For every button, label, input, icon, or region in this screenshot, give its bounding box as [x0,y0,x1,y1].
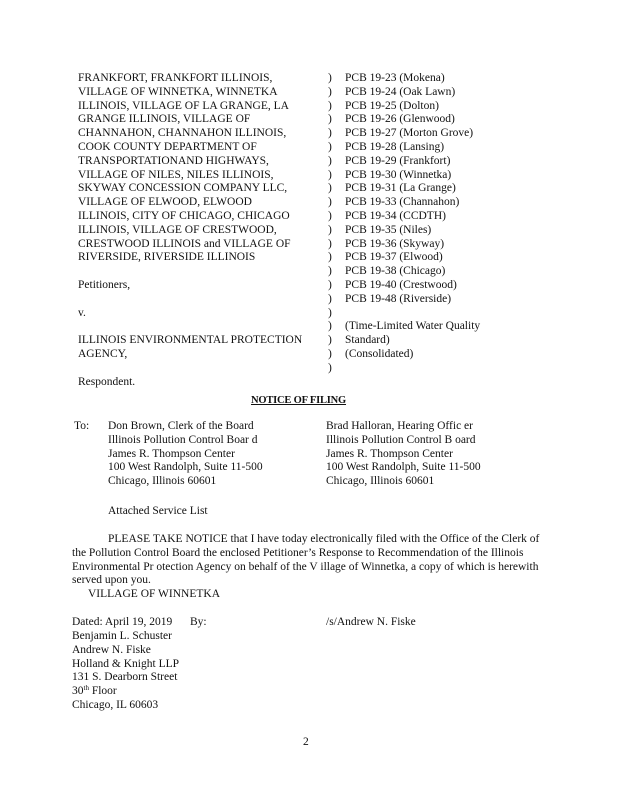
to-label: To: [74,420,90,432]
floor-suffix: th [83,684,89,693]
versus-label: v. [78,306,86,319]
address-line: Illinois Pollution Control B oard [326,433,476,446]
caption-line: CRESTWOOD ILLINOIS and VILLAGE OF [78,237,291,250]
paren: ) [328,99,332,112]
paren: ) [328,292,332,305]
paren: ) [328,113,332,126]
paren: ) [328,237,332,250]
caption-line: VILLAGE OF NILES, NILES ILLINOIS, [78,168,274,181]
case-number: PCB 19-30 (Winnetka) [345,168,452,181]
address-line: Chicago, Illinois 60601 [108,475,217,488]
address-line: Illinois Pollution Control Boar d [108,433,258,446]
signature: /s/Andrew N. Fiske [326,616,416,628]
counsel-block [72,630,179,713]
case-note: (Time-Limited Water Quality [345,320,481,333]
case-number: PCB 19-29 (Frankfort) [345,154,451,167]
case-number: PCB 19-25 (Dolton) [345,99,439,112]
case-number: PCB 19-40 (Crestwood) [345,278,457,291]
floor-number: 30 [72,685,84,698]
respondent-label: Respondent. [78,375,136,388]
petitioner-block [78,72,326,265]
address-line: 100 West Randolph, Suite 11-500 [326,461,481,474]
case-number: PCB 19-33 (Channahon) [345,196,460,209]
paren: ) [328,278,332,291]
caption-parentheses [328,72,338,376]
case-number: PCB 19-26 (Glenwood) [345,113,455,126]
address-line: James R. Thompson Center [108,447,235,460]
caption-line: ILLINOIS, VILLAGE OF CRESTWOOD, [78,223,277,236]
recipient-address-hearing-officer [326,420,556,489]
address-line: Chicago, Illinois 60601 [326,475,435,488]
paren: ) [328,334,332,347]
caption-line: SKYWAY CONCESSION COMPANY LLC, [78,182,288,195]
caption-line: VILLAGE OF WINNETKA, WINNETKA [78,85,278,98]
dated-line: Dated: April 19, 2019 [72,616,173,628]
caption-line: COOK COUNTY DEPARTMENT OF [78,140,257,153]
respondent-name: AGENCY, [78,347,128,360]
paren: ) [328,168,332,181]
attached-service-list: Attached Service List [108,505,208,517]
address-line: Don Brown, Clerk of the Board [108,420,254,432]
address-line: 100 West Randolph, Suite 11-500 [108,461,263,474]
caption-parties [78,72,326,389]
notice-text: PLEASE TAKE NOTICE that I have today electronically filed with the Office of the Clerk of the Pollution Control Board the enclosed Petitioner’s Response to Recommendation of the Illinois Environmental Pr otection Agency on behalf of the V illage of Winnetka, a copy of which is herewith served upon you. [72,533,540,587]
paren: ) [328,209,332,222]
counsel-city: Chicago, IL 60603 [72,698,159,711]
paren: ) [328,223,332,236]
case-number: PCB 19-23 (Mokena) [345,72,445,84]
caption-line: ILLINOIS, CITY OF CHICAGO, CHICAGO [78,209,290,222]
paren: ) [328,127,332,140]
paren: ) [328,72,332,84]
counsel-line: 131 S. Dearborn Street [72,671,178,684]
notice-paragraph [72,533,552,588]
case-note: (Consolidated) [345,347,414,360]
case-number: PCB 19-28 (Lansing) [345,140,445,153]
paren: ) [328,85,332,98]
counsel-floor [72,685,179,699]
caption-line: ILLINOIS, VILLAGE OF LA GRANGE, LA [78,99,289,112]
paren: ) [328,154,332,167]
case-note: Standard) [345,334,390,347]
petitioners-label: Petitioners, [78,278,131,291]
address-line: James R. Thompson Center [326,447,453,460]
case-number: PCB 19-24 (Oak Lawn) [345,85,456,98]
case-number: PCB 19-31 (La Grange) [345,182,456,195]
paren: ) [328,306,332,319]
paren: ) [328,140,332,153]
document-title: NOTICE OF FILING [251,395,347,406]
case-number: PCB 19-35 (Niles) [345,223,432,236]
paren: ) [328,347,332,360]
case-number: PCB 19-36 (Skyway) [345,237,445,250]
caption-line: VILLAGE OF ELWOOD, ELWOOD [78,196,252,209]
counsel-line: Benjamin L. Schuster [72,630,172,642]
paren: ) [328,182,332,195]
case-number: PCB 19-34 (CCDTH) [345,209,446,222]
by-label: By: [190,616,207,628]
floor-word: Floor [88,685,117,698]
counsel-line: Holland & Knight LLP [72,657,180,670]
paren: ) [328,265,332,278]
respondent-name: ILLINOIS ENVIRONMENTAL PROTECTION [78,334,303,347]
paren: ) [328,196,332,209]
caption-line: TRANSPORTATIONAND HIGHWAYS, [78,154,269,167]
caption-line: FRANKFORT, FRANKFORT ILLINOIS, [78,72,273,84]
paren: ) [328,320,332,333]
caption-line: GRANGE ILLINOIS, VILLAGE OF [78,113,251,126]
address-line: Brad Halloran, Hearing Offic er [326,420,473,432]
case-number: PCB 19-48 (Riverside) [345,292,452,305]
caption-line: RIVERSIDE, RIVERSIDE ILLINOIS [78,251,256,264]
village-name: VILLAGE OF WINNETKA [88,588,221,600]
case-number: PCB 19-27 (Morton Grove) [345,127,474,140]
caption-line: CHANNAHON, CHANNAHON ILLINOIS, [78,127,287,140]
paren: ) [328,251,332,264]
case-number: PCB 19-38 (Chicago) [345,265,446,278]
paren: ) [328,361,332,374]
recipient-address-clerk [108,420,308,489]
case-number: PCB 19-37 (Elwood) [345,251,443,264]
case-numbers [345,72,595,362]
counsel-line: Andrew N. Fiske [72,643,151,656]
page-number: 2 [303,736,309,748]
